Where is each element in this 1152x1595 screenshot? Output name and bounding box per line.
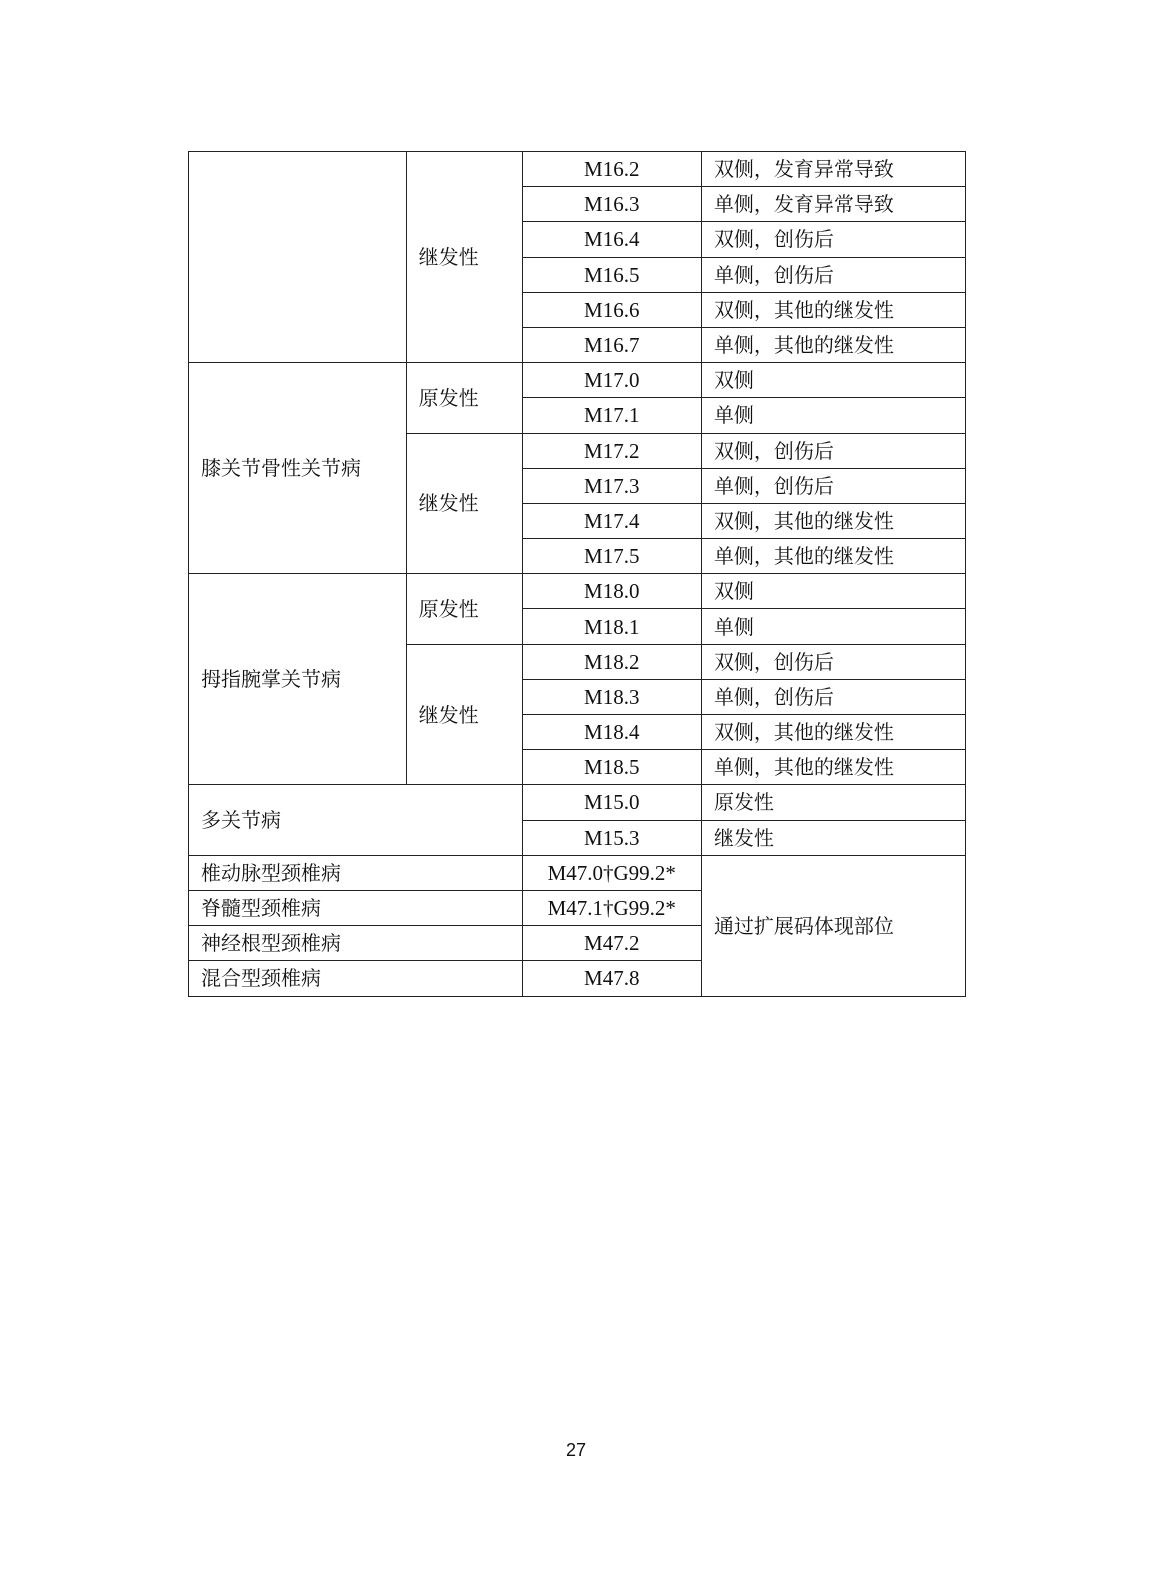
code-cell: M17.4: [522, 503, 701, 538]
category-cell: 拇指腕掌关节病: [189, 574, 407, 785]
subtype-cell: 原发性: [406, 363, 522, 433]
description-cell: 单侧，其他的继发性: [701, 327, 965, 362]
code-cell: M47.8: [522, 961, 701, 996]
description-cell: 双侧，其他的继发性: [701, 503, 965, 538]
description-cell: 单侧: [701, 609, 965, 644]
subtype-cell: 继发性: [406, 152, 522, 363]
category-cell: 混合型颈椎病: [189, 961, 523, 996]
code-cell: M47.1†G99.2*: [522, 890, 701, 925]
description-cell: 单侧: [701, 398, 965, 433]
code-cell: M16.3: [522, 187, 701, 222]
code-cell: M17.1: [522, 398, 701, 433]
code-cell: M15.3: [522, 820, 701, 855]
description-cell: 继发性: [701, 820, 965, 855]
code-cell: M16.2: [522, 152, 701, 187]
description-cell: 单侧，创伤后: [701, 679, 965, 714]
table-row: [189, 574, 966, 609]
code-cell: M17.0: [522, 363, 701, 398]
code-cell: M16.6: [522, 292, 701, 327]
code-cell: M18.0: [522, 574, 701, 609]
code-cell: M17.3: [522, 468, 701, 503]
code-cell: M18.1: [522, 609, 701, 644]
code-cell: M18.2: [522, 644, 701, 679]
description-cell: 单侧，其他的继发性: [701, 750, 965, 785]
table-row: [189, 152, 966, 187]
icd-code-table: [188, 151, 966, 997]
code-cell: M16.7: [522, 327, 701, 362]
description-cell: 原发性: [701, 785, 965, 820]
category-cell: [189, 152, 407, 363]
code-cell: M47.0†G99.2*: [522, 855, 701, 890]
code-cell: M17.2: [522, 433, 701, 468]
table-row: [189, 855, 966, 890]
code-cell: M18.4: [522, 715, 701, 750]
category-cell: 脊髓型颈椎病: [189, 890, 523, 925]
description-cell: 单侧，发育异常导致: [701, 187, 965, 222]
description-cell: 双侧，创伤后: [701, 222, 965, 257]
description-cell: 单侧，其他的继发性: [701, 539, 965, 574]
description-cell: 通过扩展码体现部位: [701, 855, 965, 996]
page-number: 27: [565, 1440, 587, 1460]
description-cell: 双侧，创伤后: [701, 644, 965, 679]
category-cell: 椎动脉型颈椎病: [189, 855, 523, 890]
code-cell: M47.2: [522, 926, 701, 961]
code-cell: M16.4: [522, 222, 701, 257]
description-cell: 单侧，创伤后: [701, 257, 965, 292]
category-cell: 神经根型颈椎病: [189, 926, 523, 961]
code-cell: M15.0: [522, 785, 701, 820]
table-row: [189, 785, 966, 820]
category-cell: 膝关节骨性关节病: [189, 363, 407, 574]
code-cell: M18.3: [522, 679, 701, 714]
subtype-cell: 继发性: [406, 644, 522, 785]
table-row: [189, 363, 966, 398]
description-cell: 双侧，发育异常导致: [701, 152, 965, 187]
description-cell: 双侧，其他的继发性: [701, 715, 965, 750]
description-cell: 双侧，创伤后: [701, 433, 965, 468]
subtype-cell: 原发性: [406, 574, 522, 644]
description-cell: 双侧，其他的继发性: [701, 292, 965, 327]
description-cell: 双侧: [701, 574, 965, 609]
code-cell: M18.5: [522, 750, 701, 785]
description-cell: 单侧，创伤后: [701, 468, 965, 503]
code-cell: M16.5: [522, 257, 701, 292]
category-cell: 多关节病: [189, 785, 523, 855]
code-cell: M17.5: [522, 539, 701, 574]
subtype-cell: 继发性: [406, 433, 522, 574]
description-cell: 双侧: [701, 363, 965, 398]
